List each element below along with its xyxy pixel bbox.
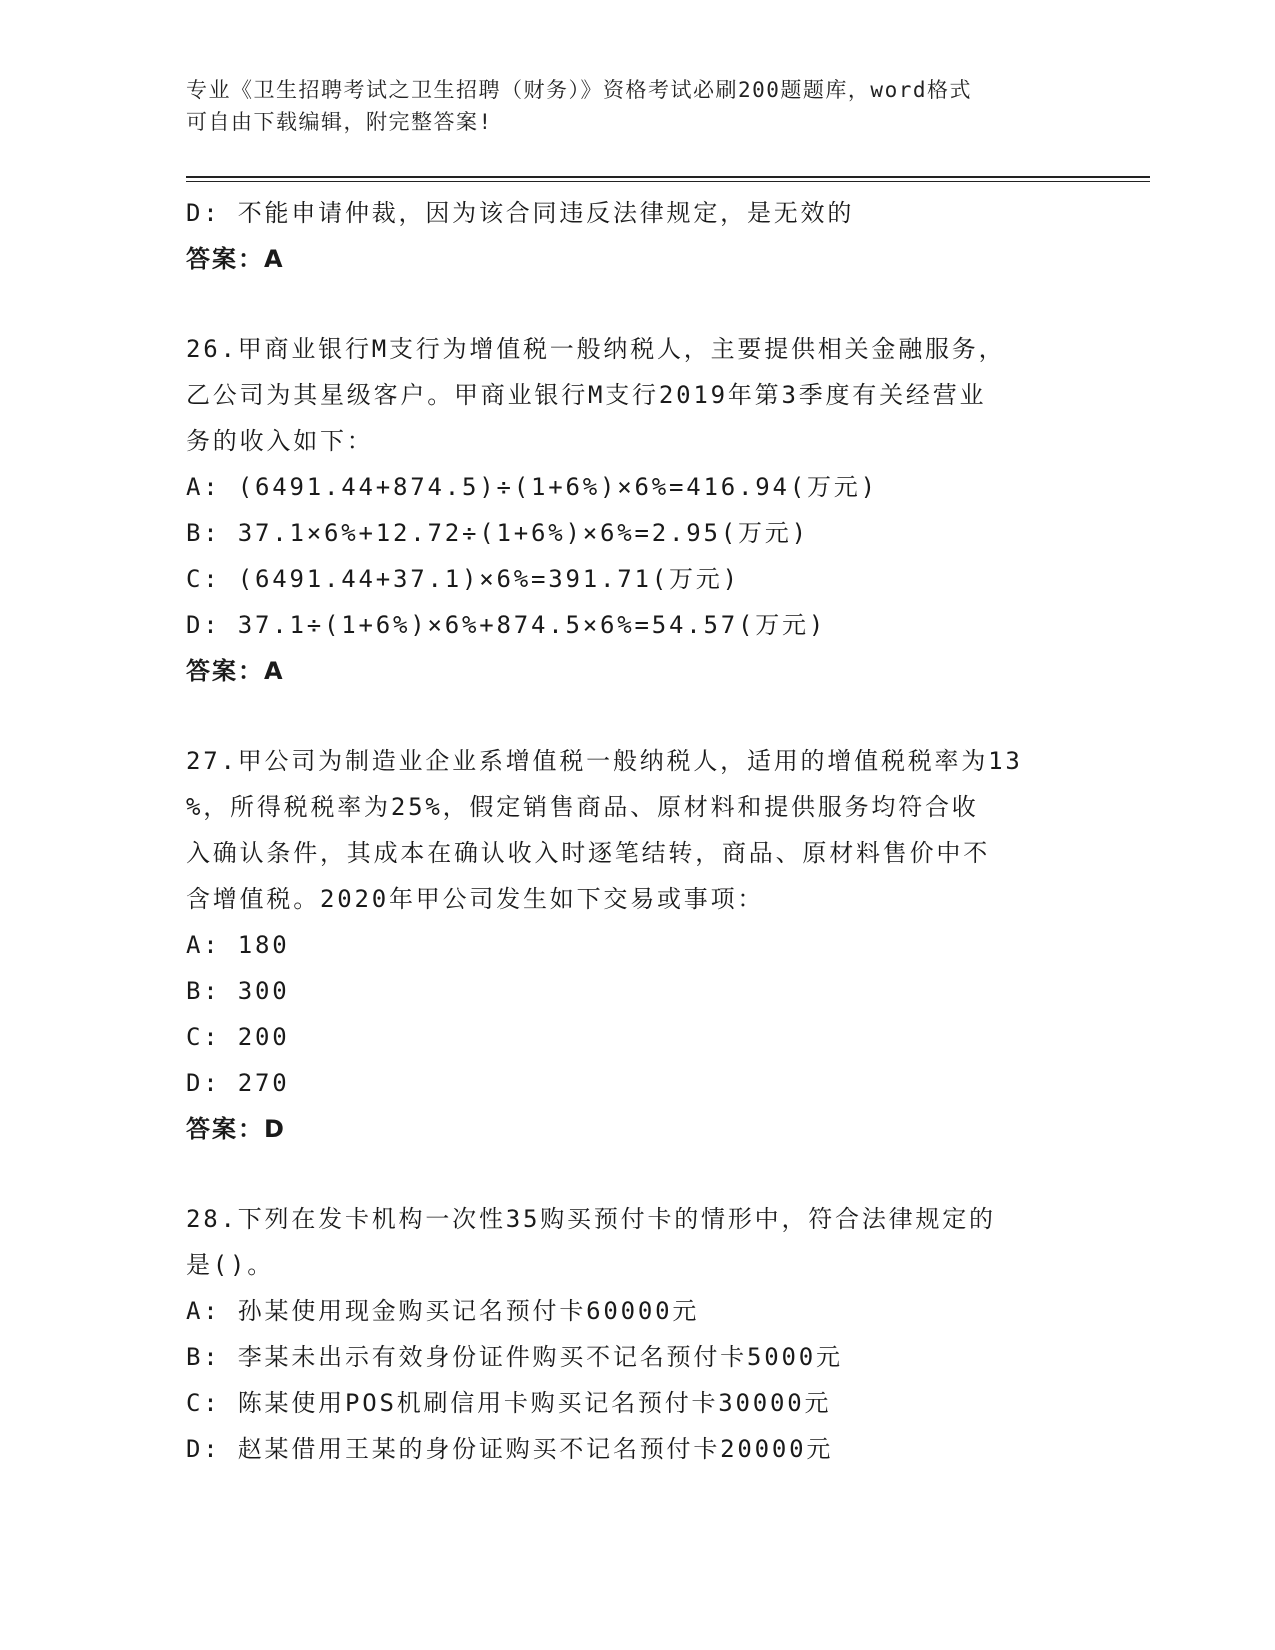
question-text-line: 入确认条件，其成本在确认收入时逐笔结转，商品、原材料售价中不 bbox=[186, 839, 990, 867]
question-text-line: 乙公司为其星级客户。甲商业银行M支行2019年第3季度有关经营业 bbox=[186, 381, 987, 409]
header-divider bbox=[186, 176, 1150, 178]
question-27 bbox=[186, 738, 1086, 1152]
header-divider-thin bbox=[186, 181, 1150, 182]
question-text-line: 26.甲商业银行M支行为增值税一般纳税人，主要提供相关金融服务， bbox=[186, 335, 1006, 363]
option-c: C: 陈某使用POS机刷信用卡购买记名预付卡30000元 bbox=[186, 1389, 832, 1417]
option-d: D: 270 bbox=[186, 1069, 290, 1097]
option-a: A: 180 bbox=[186, 931, 290, 959]
header-line-1: 专业《卫生招聘考试之卫生招聘（财务）》资格考试必刷200题题库，word格式 bbox=[186, 78, 972, 102]
header-line-2: 可自由下载编辑，附完整答案! bbox=[186, 110, 493, 134]
question-26 bbox=[186, 326, 1086, 694]
option-d: D: 赵某借用王某的身份证购买不记名预付卡20000元 bbox=[186, 1435, 834, 1463]
question-text-line: 务的收入如下： bbox=[186, 427, 374, 455]
question-text-line: 含增值税。2020年甲公司发生如下交易或事项： bbox=[186, 885, 765, 913]
question-28 bbox=[186, 1196, 1086, 1472]
option-b: B: 37.1×6%+12.72÷(1+6%)×6%=2.95(万元) bbox=[186, 519, 809, 547]
answer-label: 答案：A bbox=[186, 657, 285, 685]
option-b: B: 李某未出示有效身份证件购买不记名预付卡5000元 bbox=[186, 1343, 843, 1371]
option-d: D: 不能申请仲裁，因为该合同违反法律规定，是无效的 bbox=[186, 199, 855, 227]
option-a: A: (6491.44+874.5)÷(1+6%)×6%=416.94(万元) bbox=[186, 473, 878, 501]
option-a: A: 孙某使用现金购买记名预付卡60000元 bbox=[186, 1297, 700, 1325]
page-header bbox=[186, 74, 1066, 138]
question-text-line: %，所得税税率为25%，假定销售商品、原材料和提供服务均符合收 bbox=[186, 793, 979, 821]
question-text-line: 是()。 bbox=[186, 1251, 275, 1279]
option-c: C: (6491.44+37.1)×6%=391.71(万元) bbox=[186, 565, 740, 593]
option-d: D: 37.1÷(1+6%)×6%+874.5×6%=54.57(万元) bbox=[186, 611, 827, 639]
option-c: C: 200 bbox=[186, 1023, 290, 1051]
document-body bbox=[186, 190, 1086, 1472]
previous-question-tail bbox=[186, 190, 1086, 282]
question-text-line: 27.甲公司为制造业企业系增值税一般纳税人，适用的增值税税率为13 bbox=[186, 747, 1023, 775]
answer-label: 答案：D bbox=[186, 1115, 286, 1143]
answer-label: 答案：A bbox=[186, 245, 285, 273]
option-b: B: 300 bbox=[186, 977, 290, 1005]
question-text-line: 28.下列在发卡机构一次性35购买预付卡的情形中，符合法律规定的 bbox=[186, 1205, 996, 1233]
